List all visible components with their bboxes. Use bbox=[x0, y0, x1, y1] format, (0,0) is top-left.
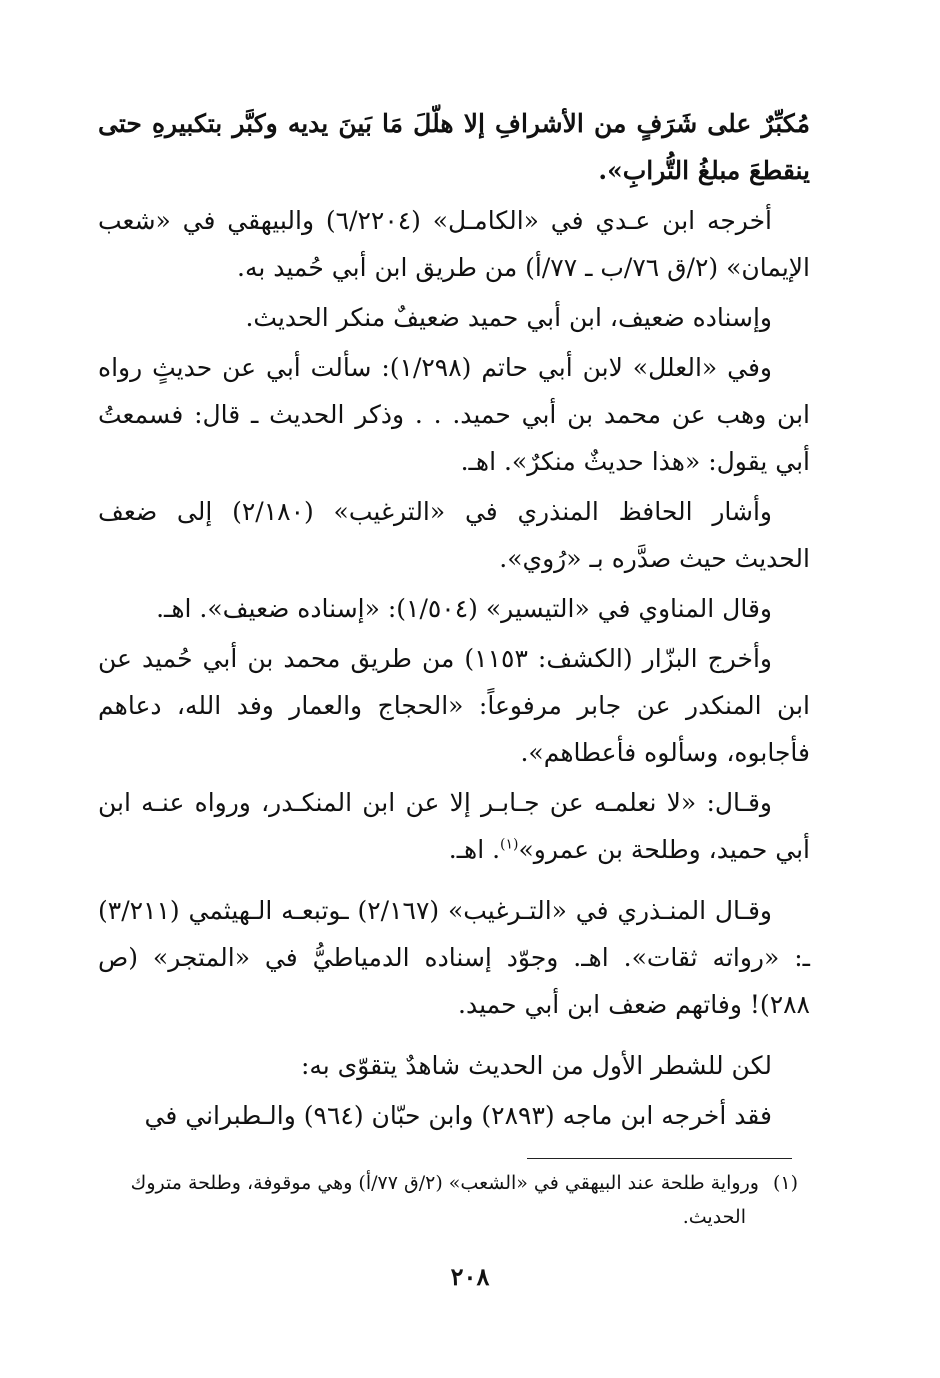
paragraph-isnad-weak: وإسناده ضعيف، ابن أبي حميد ضعيفٌ منكر الحديث. bbox=[245, 303, 772, 332]
paragraph-shahid: لكن للشطر الأول من الحديث شاهدٌ يتقوّى به: bbox=[300, 1051, 772, 1080]
paragraph-hadith-end: مُكبِّرٌ على شَرَفٍ من الأشرافِ إلا هلّلَ مَا بَينَ يديه وكبَّر بتكبيرهِ حتى ينقطعَ مبلغُ التُّرابِ». bbox=[98, 109, 810, 185]
paragraph-bazzar-comment bbox=[98, 779, 810, 873]
paragraph-mundhiri: وأشار الحافظ المنذري في «الترغيب» (٢/١٨٠) إلى ضعف الحديث حيث صدَّره بـ «رُوي». bbox=[98, 497, 810, 573]
paragraph-bazzar: وأخرج البزّار (الكشف: ١١٥٣) من طريق محمد بن أبي حُميد عن ابن المنكدر عن جابر مرفوعاً: «الحجاج والعمار وفد الله، دعاهم فأجابوه، وسألوه فأعطاهم». bbox=[98, 644, 810, 767]
footnote-line bbox=[98, 1166, 798, 1200]
paragraph-munawi: وقال المناوي في «التيسير» (١/٥٠٤): «إسناده ضعيف». اهـ. bbox=[156, 594, 772, 623]
footnote bbox=[98, 1166, 798, 1234]
page-number: ٢٠٨ bbox=[450, 1262, 490, 1291]
footnote-divider bbox=[527, 1158, 792, 1159]
footnote-text: ورواية طلحة عند البيهقي في «الشعب» (٢/ق ٧٧/أ) وهي موقوفة، وطلحة متروك bbox=[130, 1172, 759, 1194]
paragraph-ibn-adi: أخرجه ابن عـدي في «الكامـل» (٦/٢٢٠٤) والبيهقي في «شعب الإيمان» (٢/ق ٧٦/ب ـ ٧٧/أ) من طريق ابن أبي حُميد به. bbox=[98, 206, 810, 282]
paragraph-ilal: وفي «العلل» لابن أبي حاتم (١/٢٩٨): سألت أبي عن حديثٍ رواه ابن وهب عن محمد بن أبي حميد. . . وذكر الحديث ـ قال: فسمعتُ أبي يقول: «هذا حديثٌ منكرٌ». اهـ. bbox=[98, 353, 810, 476]
bazzar-comment-text: وقـال: «لا نعلمـه عن جـابـر إلا عن ابن المنكـدر، ورواه عنـه ابن أبي حميد، وطلحة بن عمرو» bbox=[98, 788, 810, 864]
paragraph-targhib: وقـال المنـذري في «التـرغيب» (٢/١٦٧) ـوتبعـه الـهيثمي (٣/٢١١) ـ: «رواته ثقات». اهـ. وجوّد إسناده الدمياطيُّ في «المتجر» (ص ٢٨٨)! وفاتهم ضعف ابن أبي حميد. bbox=[98, 896, 810, 1019]
bazzar-comment-end: . اهـ. bbox=[448, 835, 501, 864]
paragraph-ibn-majah: فقد أخرجه ابن ماجه (٢٨٩٣) وابن حبّان (٩٦٤) والـطبراني في bbox=[144, 1101, 772, 1130]
footnote-continuation: الحديث. bbox=[682, 1206, 746, 1228]
main-text bbox=[98, 100, 810, 1142]
footnote-number: (١) bbox=[772, 1172, 798, 1194]
footnote-reference[interactable]: (١) bbox=[500, 836, 519, 853]
